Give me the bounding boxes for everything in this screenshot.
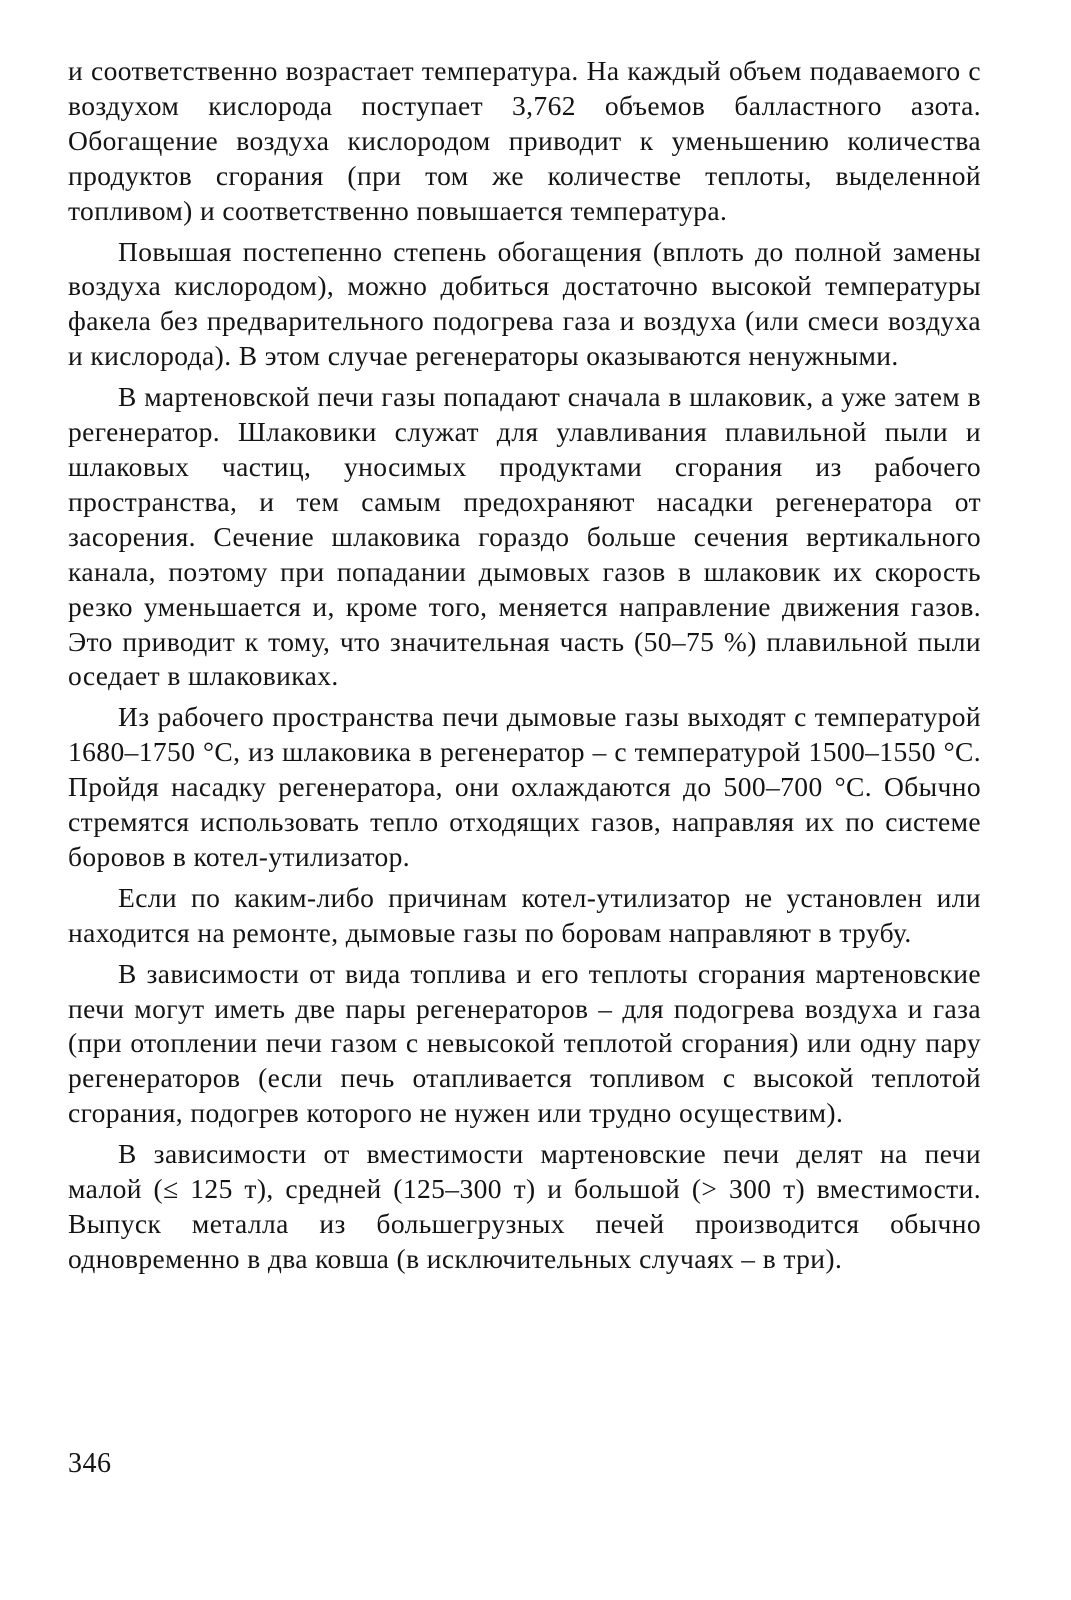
paragraph-6: В зависимости от вида топлива и его теплоты сгорания мартеновские печи могут иметь две пары регенераторов – для подогрева воздуха и газа (при отоплении печи газом с невысокой теплотой сгорания) или одну пару регенераторов (если печь отапливается топливом с высокой теплотой сгорания, подогрев которого не нужен или трудно осуществим). [68,957,981,1129]
paragraph-7: В зависимости от вместимости мартеновские печи делят на печи малой (≤ 125 т), средней (125–300 т) и большой (> 300 т) вместимости. Выпуск металла из большегрузных печей производится обычно одновременно в два ковша (в исключительных случаях – в три). [68,1138,981,1274]
paragraph-1: и соответственно возрастает температура. На каждый объем подаваемого с воздухом кислорода поступает 3,762 объемов балластного азота. Обогащение воздуха кислородом приводит к уменьшению количества продуктов сгорания (при том же количестве теплоты, выделенной топливом) и соответственно повышается температура. [68,55,981,226]
paragraph-4: Из рабочего пространства печи дымовые газы выходят с температурой 1680–1750 °С, из шлаковика в регенератор – с температурой 1500–1550 °С. Пройдя насадку регенератора, они охлаждаются до 500–700 °С. Обычно стремятся использовать тепло отходящих газов, направляя их по системе боровов в котел-утилизатор. [68,701,981,872]
paragraph-2: Повышая постепенно степень обогащения (вплоть до полной замены воздуха кислородом), можно добиться достаточно высокой температуры факела без предварительного подогрева газа и воздуха (или смеси воздуха и кислорода). В этом случае регенераторы оказываются ненужными. [68,235,981,372]
paragraph-5: Если по каким-либо причинам котел-утилизатор не установлен или находится на ремонте, дымовые газы по боровам направляют в трубу. [68,881,981,948]
page-number: 346 [68,1448,112,1479]
page-text-block [68,54,981,1277]
paragraph-3: В мартеновской печи газы попадают сначала в шлаковик, а уже затем в регенератор. Шлаковики служат для улавливания плавильной пыли и шлаковых частиц, уносимых продуктами сгорания из рабочего пространства, и тем самым предохраняют насадки регенератора от засорения. Сечение шлаковика гораздо больше сечения вертикального канала, поэтому при попадании дымовых газов в шлаковик их скорость резко уменьшается и, кроме того, меняется направление движения газов. Это приводит к тому, что значительная часть (50–75 %) плавильной пыли оседает в шлаковиках. [68,381,981,692]
